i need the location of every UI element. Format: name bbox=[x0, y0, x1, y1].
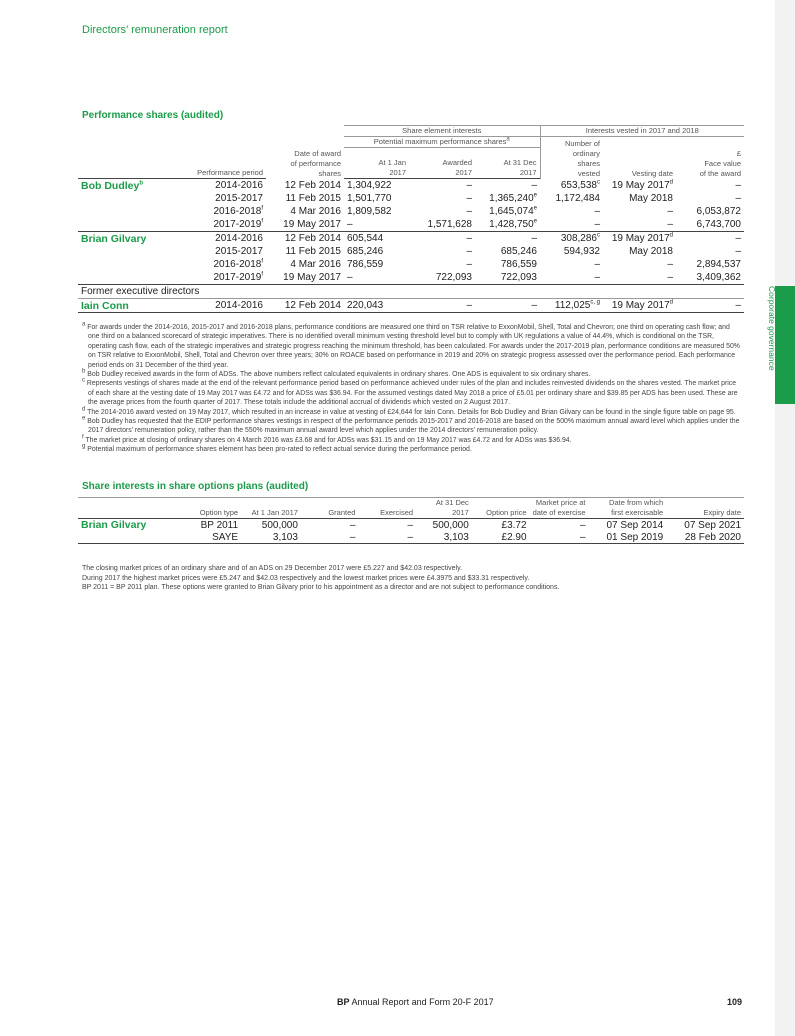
page-edge-strip bbox=[775, 0, 795, 1036]
table-row: Brian Gilvary 2014-2016 12 Feb 2014 605,544 – – 308,286$^c$ 19 May 2017$^d$ – bbox=[78, 232, 744, 246]
ordinary-vested-header: Number of ordinary shares vested bbox=[540, 137, 603, 179]
director-name: Brian Gilvary bbox=[81, 519, 147, 531]
at-31-dec-year: 2017 bbox=[475, 168, 540, 179]
option-type-header: Option type bbox=[183, 498, 241, 519]
date-award-header: Date of award of performance shares bbox=[290, 148, 341, 178]
section-side-label: Corporate governance bbox=[767, 286, 777, 371]
at-1-jan-year: 2017 bbox=[344, 168, 409, 179]
director-name bbox=[78, 205, 186, 218]
footnote: $^e$ Bob Dudley has requested that the EDIP performance shares vestings in respect of the performance periods 2015-2017 and 2016-2018 are based on the 500% maximum annual award level which applies under the 2017 directors’ remuneration policy, rather than the 550% maximum annual award level which applies under the 2014 directors’ remuneration policy. bbox=[82, 415, 740, 435]
performance-period-header: Performance period bbox=[186, 168, 266, 179]
table-row: 2015-2017 11 Feb 2015 1,501,770 – 1,365,240e 1,172,484 May 2018 – bbox=[78, 192, 744, 205]
opt-at-1-jan-header: At 1 Jan 2017 bbox=[241, 498, 301, 519]
share-options-table bbox=[78, 497, 744, 544]
footnote: $^c$ Represents vestings of shares made at the end of the relevant performance period based on performance achieved under rules of the plan and includes reinvested dividends on the shares vested. The market price of each share at the vesting date of 19 May 2017 was £4.72 and for ADSs was $36.94. For the assumed vestings dated May 2018 a price of £5.01 per ordinary share and $39.85 per ADS has been used. These are the average prices from the fourth quarter of 2017. These totals include the additional accrual of dividends which vested on 2 August 2017. bbox=[82, 378, 738, 407]
share-options-title: Share interests in share options plans (audited) bbox=[82, 481, 309, 492]
performance-shares-table bbox=[78, 125, 744, 313]
table-row: 2016-2018$^f$ 4 Mar 2016 786,559 – 786,559 – – 2,894,537 bbox=[78, 258, 744, 271]
table-row: 2015-2017 11 Feb 2015 685,246 – 685,246 594,932 May 2018 – bbox=[78, 245, 744, 258]
director-name bbox=[78, 245, 186, 258]
section-tab bbox=[775, 286, 795, 404]
note-line: BP 2011 = BP 2011 plan. These options were granted to Brian Gilvary prior to his appointment as a director and are not subject to performance conditions. bbox=[82, 584, 560, 591]
share-element-header: Share element interests bbox=[344, 126, 540, 137]
director-name bbox=[78, 271, 186, 285]
table-row: SAYE 3,103 – – 3,103 £2.90 – 01 Sep 2019 28 Feb 2020 bbox=[78, 531, 744, 544]
director-name bbox=[78, 531, 183, 544]
footnote: $^d$ The 2014-2016 award vested on 19 May 2017, which resulted in an increase in value at vesting of £24,644 for Iain Conn. Details for Bob Dudley and Brian Gilvary can be found in the single figure table on page 95. bbox=[82, 406, 736, 416]
footer-brand: BP bbox=[337, 997, 350, 1007]
market-price-header: Market price at date of exercise bbox=[530, 498, 589, 519]
table-row: Bob Dudley$^b$ 2014-2016 12 Feb 2014 1,304,922 – – 653,538$^c$ 19 May 2017$^d$ – bbox=[78, 179, 744, 193]
exercised-header: Exercised bbox=[358, 498, 416, 519]
option-price-header: Option price bbox=[472, 498, 530, 519]
expiry-header: Expiry date bbox=[666, 498, 744, 519]
vesting-date-header: Vesting date bbox=[631, 168, 673, 178]
footnote: $^g$ Potential maximum of performance shares element has been pro-rated to reflect actual service during the performance period. bbox=[82, 443, 472, 454]
footer-title: Annual Report and Form 20-F 2017 bbox=[351, 997, 494, 1007]
director-name bbox=[78, 258, 186, 271]
date-from-header: Date from which first exercisable bbox=[589, 498, 667, 519]
note-line: During 2017 the highest market prices were £5.247 and $42.03 respectively and the lowest market prices were £4.3975 and $33.31 respectively. bbox=[82, 574, 530, 582]
page-header-title: Directors’ remuneration report bbox=[82, 24, 228, 36]
table-row: Brian Gilvary BP 2011 500,000 – – 500,000 £3.72 – 07 Sep 2014 07 Sep 2021 bbox=[78, 519, 744, 532]
face-value-header: £ Face value of the award bbox=[699, 148, 741, 178]
awarded-year: 2017 bbox=[409, 168, 475, 179]
page-number: 109 bbox=[726, 997, 742, 1007]
options-notes bbox=[82, 564, 742, 593]
opt-at-31-dec-header: At 31 Dec 2017 bbox=[416, 498, 472, 519]
footnote: $^a$ For awards under the 2014-2016, 2015-2017 and 2016-2018 plans, performance conditions are measured one third on TSR relative to ExxonMobil, Shell, Total and Chevron; one third on operating cash flow; and one third on a balanced scorecard of strategic imperatives. There is no identified overall minimum vesting threshold level but to comply with UK regulations a value of 44.4%, which is conditional on the TSR, operating cash flow, each of the strategic imperatives and strategic progress reaching the minimum threshold, has been calculated. For awards under the 2017-2019 plan, performance conditions are measured 50% on TSR relative to ExxonMobil, Shell, Total and Chevron over three years; 30% on ROACE based on performance in 2019 and 20% on strategic progress assessed over the performance period. Each performance period ends on 31 December of the third year. bbox=[82, 321, 740, 369]
at-1-jan-header: At 1 Jan bbox=[378, 158, 406, 167]
granted-header: Granted bbox=[301, 498, 359, 519]
note-line: The closing market prices of an ordinary share and of an ADS on 29 December 2017 were £5.227 and $42.03 respectively. bbox=[82, 565, 463, 572]
footnote: $^b$ Bob Dudley received awards in the form of ADSs. The above numbers reflect calculated equivalents in ordinary shares. One ADS is equivalent to six ordinary shares. bbox=[82, 368, 591, 379]
table-row: 2017-2019$^f$ 19 May 2017 – 722,093 722,093 – – 3,409,362 bbox=[78, 271, 744, 285]
vested-header: Interests vested in 2017 and 2018 bbox=[540, 126, 744, 137]
performance-footnotes bbox=[82, 323, 742, 455]
table-row: Iain Conn 2014-2016 12 Feb 2014 220,043 – – 112,025$^{c, g}$ 19 May 2017$^d$ – bbox=[78, 299, 744, 313]
director-name bbox=[78, 218, 186, 232]
table-row: 2016-2018$^f$ 4 Mar 2016 1,809,582 – 1,645,074e – – 6,053,872 bbox=[78, 205, 744, 218]
director-name: Iain Conn bbox=[78, 299, 186, 313]
director-name: Bob Dudley$^b$ bbox=[81, 179, 144, 192]
director-name: Brian Gilvary bbox=[81, 232, 147, 245]
awarded-header: Awarded bbox=[442, 158, 472, 167]
table-row: 2017-2019$^f$ 19 May 2017 – 1,571,628 1,428,750e – – 6,743,700 bbox=[78, 218, 744, 232]
footnote: $^f$ The market price at closing of ordinary shares on 4 March 2016 was £3.68 and for ADSs was $31.15 and on 19 May 2017 was £4.72 and for ADSs was $36.94. bbox=[82, 434, 572, 444]
potential-max-header: Potential maximum performance shares$^a$ bbox=[344, 137, 540, 148]
at-31-dec-header: At 31 Dec bbox=[503, 158, 537, 167]
performance-shares-title: Performance shares (audited) bbox=[82, 110, 224, 121]
former-directors-label: Former executive directors bbox=[78, 285, 744, 299]
director-name bbox=[78, 192, 186, 205]
